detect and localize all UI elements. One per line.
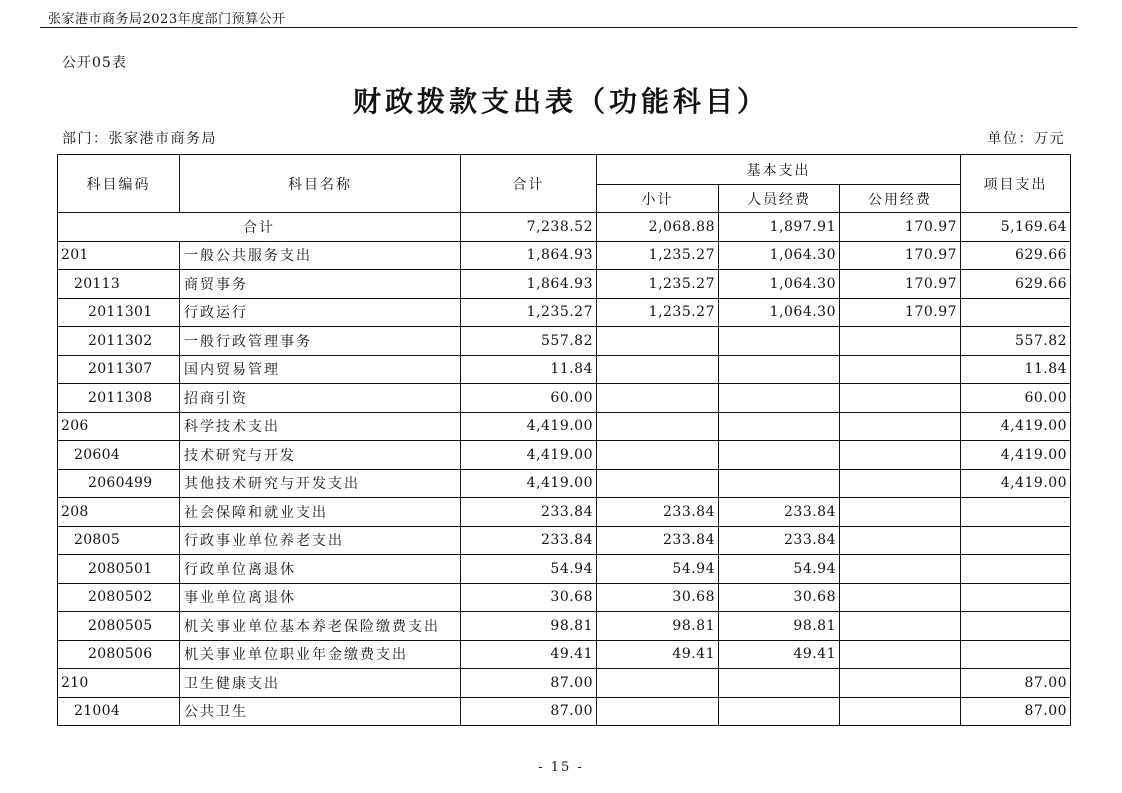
row-code: 20604 bbox=[58, 441, 180, 470]
total-row-public: 170.97 bbox=[840, 213, 961, 242]
row-project: 11.84 bbox=[961, 355, 1071, 384]
row-total: 4,419.00 bbox=[461, 412, 597, 441]
table-body bbox=[58, 213, 1071, 726]
total-row-personnel: 1,897.91 bbox=[719, 213, 840, 242]
row-project: 4,419.00 bbox=[961, 412, 1071, 441]
row-total: 87.00 bbox=[461, 669, 597, 698]
table-row bbox=[58, 526, 1071, 555]
row-personnel bbox=[719, 384, 840, 413]
row-name: 一般公共服务支出 bbox=[180, 241, 461, 270]
row-public bbox=[840, 355, 961, 384]
row-personnel bbox=[719, 469, 840, 498]
row-total: 1,235.27 bbox=[461, 298, 597, 327]
row-project: 629.66 bbox=[961, 241, 1071, 270]
row-total: 1,864.93 bbox=[461, 241, 597, 270]
total-row bbox=[58, 213, 1071, 242]
row-personnel: 49.41 bbox=[719, 640, 840, 669]
row-personnel: 98.81 bbox=[719, 612, 840, 641]
row-total: 4,419.00 bbox=[461, 441, 597, 470]
row-subtotal bbox=[597, 327, 719, 356]
header-divider bbox=[40, 27, 1077, 28]
row-code: 2011301 bbox=[58, 298, 180, 327]
col-header-name: 科目名称 bbox=[180, 155, 461, 213]
row-name: 社会保障和就业支出 bbox=[180, 498, 461, 527]
table-row bbox=[58, 640, 1071, 669]
table-row bbox=[58, 327, 1071, 356]
row-public bbox=[840, 469, 961, 498]
table-row bbox=[58, 298, 1071, 327]
row-personnel: 1,064.30 bbox=[719, 270, 840, 299]
row-project: 557.82 bbox=[961, 327, 1071, 356]
department-label: 部门：张家港市商务局 bbox=[62, 131, 217, 147]
document-header: 张家港市商务局2023年度部门预算公开 bbox=[48, 12, 286, 27]
col-header-basic: 基本支出 bbox=[597, 155, 961, 185]
table-row bbox=[58, 498, 1071, 527]
row-public bbox=[840, 498, 961, 527]
form-number: 公开05表 bbox=[62, 55, 127, 71]
row-public bbox=[840, 412, 961, 441]
row-total: 98.81 bbox=[461, 612, 597, 641]
expenditure-table bbox=[57, 154, 1071, 726]
col-header-personnel: 人员经费 bbox=[719, 185, 840, 213]
total-row-subtotal: 2,068.88 bbox=[597, 213, 719, 242]
row-public: 170.97 bbox=[840, 270, 961, 299]
row-name: 事业单位离退休 bbox=[180, 583, 461, 612]
row-project bbox=[961, 298, 1071, 327]
row-public bbox=[840, 612, 961, 641]
total-row-project: 5,169.64 bbox=[961, 213, 1071, 242]
row-project: 629.66 bbox=[961, 270, 1071, 299]
table-row bbox=[58, 583, 1071, 612]
col-header-total: 合计 bbox=[461, 155, 597, 213]
row-code: 2011308 bbox=[58, 384, 180, 413]
row-name: 其他技术研究与开发支出 bbox=[180, 469, 461, 498]
row-subtotal bbox=[597, 412, 719, 441]
row-code: 21004 bbox=[58, 697, 180, 726]
table-row bbox=[58, 669, 1071, 698]
row-public bbox=[840, 640, 961, 669]
row-name: 机关事业单位职业年金缴费支出 bbox=[180, 640, 461, 669]
row-public: 170.97 bbox=[840, 241, 961, 270]
row-project bbox=[961, 583, 1071, 612]
table-row bbox=[58, 697, 1071, 726]
row-subtotal bbox=[597, 697, 719, 726]
page-title: 财政拨款支出表（功能科目） bbox=[352, 85, 769, 118]
row-total: 30.68 bbox=[461, 583, 597, 612]
row-total: 557.82 bbox=[461, 327, 597, 356]
row-subtotal: 49.41 bbox=[597, 640, 719, 669]
row-total: 1,864.93 bbox=[461, 270, 597, 299]
col-header-public: 公用经费 bbox=[840, 185, 961, 213]
row-total: 233.84 bbox=[461, 498, 597, 527]
row-code: 20113 bbox=[58, 270, 180, 299]
row-personnel: 1,064.30 bbox=[719, 241, 840, 270]
row-personnel bbox=[719, 355, 840, 384]
row-project bbox=[961, 640, 1071, 669]
table-row bbox=[58, 270, 1071, 299]
row-subtotal bbox=[597, 469, 719, 498]
row-name: 科学技术支出 bbox=[180, 412, 461, 441]
row-personnel: 54.94 bbox=[719, 555, 840, 584]
row-total: 49.41 bbox=[461, 640, 597, 669]
row-code: 201 bbox=[58, 241, 180, 270]
row-code: 2080506 bbox=[58, 640, 180, 669]
row-project: 87.00 bbox=[961, 697, 1071, 726]
table-row bbox=[58, 355, 1071, 384]
row-name: 一般行政管理事务 bbox=[180, 327, 461, 356]
table-row bbox=[58, 384, 1071, 413]
row-total: 60.00 bbox=[461, 384, 597, 413]
row-project bbox=[961, 498, 1071, 527]
row-subtotal: 98.81 bbox=[597, 612, 719, 641]
table-row bbox=[58, 412, 1071, 441]
row-name: 招商引资 bbox=[180, 384, 461, 413]
row-project: 87.00 bbox=[961, 669, 1071, 698]
row-name: 行政事业单位养老支出 bbox=[180, 526, 461, 555]
row-project: 60.00 bbox=[961, 384, 1071, 413]
total-row-total: 7,238.52 bbox=[461, 213, 597, 242]
row-subtotal bbox=[597, 355, 719, 384]
row-personnel: 1,064.30 bbox=[719, 298, 840, 327]
row-subtotal: 233.84 bbox=[597, 498, 719, 527]
row-public bbox=[840, 441, 961, 470]
table-row bbox=[58, 555, 1071, 584]
row-personnel: 30.68 bbox=[719, 583, 840, 612]
row-total: 87.00 bbox=[461, 697, 597, 726]
row-name: 商贸事务 bbox=[180, 270, 461, 299]
row-public bbox=[840, 384, 961, 413]
row-project: 4,419.00 bbox=[961, 441, 1071, 470]
row-project bbox=[961, 555, 1071, 584]
row-name: 技术研究与开发 bbox=[180, 441, 461, 470]
row-code: 20805 bbox=[58, 526, 180, 555]
table-row bbox=[58, 441, 1071, 470]
row-code: 2011302 bbox=[58, 327, 180, 356]
row-project: 4,419.00 bbox=[961, 469, 1071, 498]
unit-label: 单位：万元 bbox=[987, 131, 1065, 147]
row-project bbox=[961, 612, 1071, 641]
row-total: 233.84 bbox=[461, 526, 597, 555]
row-code: 2011307 bbox=[58, 355, 180, 384]
row-personnel bbox=[719, 412, 840, 441]
row-subtotal: 233.84 bbox=[597, 526, 719, 555]
row-code: 2080505 bbox=[58, 612, 180, 641]
row-code: 2080501 bbox=[58, 555, 180, 584]
row-subtotal bbox=[597, 669, 719, 698]
table-row bbox=[58, 241, 1071, 270]
row-subtotal: 30.68 bbox=[597, 583, 719, 612]
row-name: 卫生健康支出 bbox=[180, 669, 461, 698]
table-row bbox=[58, 469, 1071, 498]
total-row-label: 合计 bbox=[58, 213, 461, 242]
row-name: 国内贸易管理 bbox=[180, 355, 461, 384]
row-subtotal: 1,235.27 bbox=[597, 241, 719, 270]
row-name: 行政运行 bbox=[180, 298, 461, 327]
row-name: 行政单位离退休 bbox=[180, 555, 461, 584]
row-total: 4,419.00 bbox=[461, 469, 597, 498]
row-public bbox=[840, 583, 961, 612]
row-name: 机关事业单位基本养老保险缴费支出 bbox=[180, 612, 461, 641]
row-subtotal: 1,235.27 bbox=[597, 270, 719, 299]
table-row bbox=[58, 612, 1071, 641]
row-public bbox=[840, 327, 961, 356]
row-total: 11.84 bbox=[461, 355, 597, 384]
row-subtotal: 1,235.27 bbox=[597, 298, 719, 327]
row-code: 2080502 bbox=[58, 583, 180, 612]
row-subtotal bbox=[597, 384, 719, 413]
col-header-project: 项目支出 bbox=[961, 155, 1071, 213]
row-personnel bbox=[719, 697, 840, 726]
col-header-code: 科目编码 bbox=[58, 155, 180, 213]
row-code: 206 bbox=[58, 412, 180, 441]
row-personnel bbox=[719, 441, 840, 470]
row-public bbox=[840, 555, 961, 584]
row-personnel: 233.84 bbox=[719, 498, 840, 527]
row-public bbox=[840, 526, 961, 555]
row-code: 2060499 bbox=[58, 469, 180, 498]
row-personnel bbox=[719, 327, 840, 356]
page-number: - 15 - bbox=[538, 760, 584, 775]
row-personnel: 233.84 bbox=[719, 526, 840, 555]
row-code: 210 bbox=[58, 669, 180, 698]
row-code: 208 bbox=[58, 498, 180, 527]
row-public bbox=[840, 669, 961, 698]
row-total: 54.94 bbox=[461, 555, 597, 584]
row-personnel bbox=[719, 669, 840, 698]
row-subtotal bbox=[597, 441, 719, 470]
row-subtotal: 54.94 bbox=[597, 555, 719, 584]
row-name: 公共卫生 bbox=[180, 697, 461, 726]
col-header-subtotal: 小计 bbox=[597, 185, 719, 213]
row-public: 170.97 bbox=[840, 298, 961, 327]
row-public bbox=[840, 697, 961, 726]
row-project bbox=[961, 526, 1071, 555]
